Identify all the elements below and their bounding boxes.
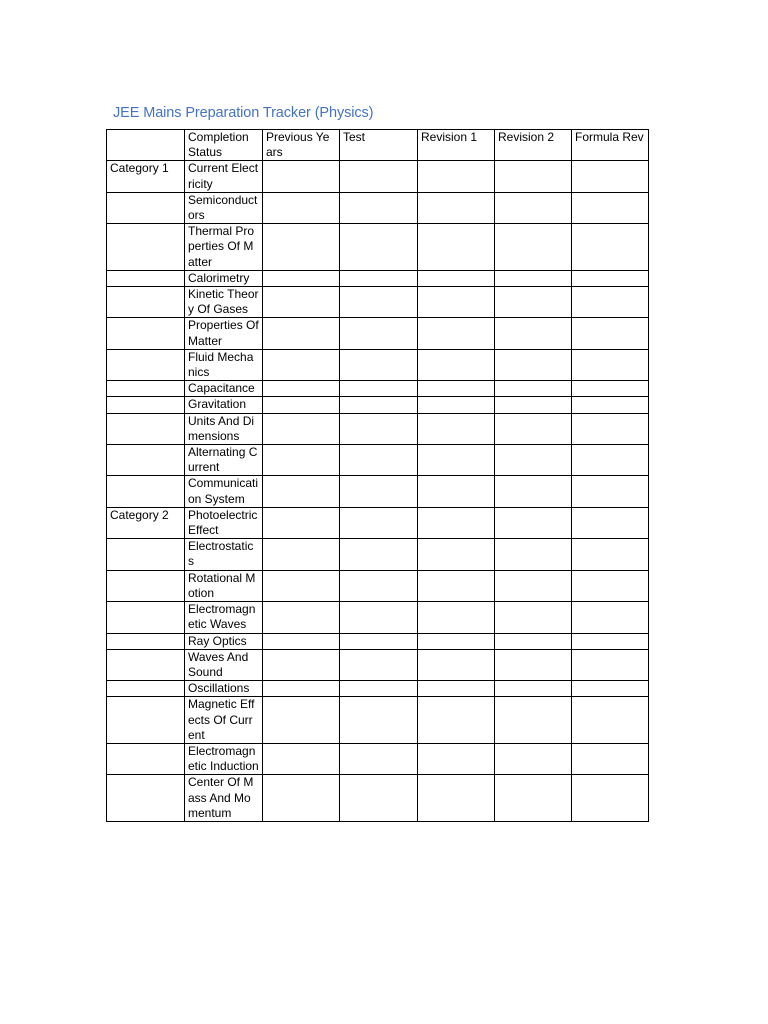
header-cell-formula-rev: Formula Rev	[572, 130, 649, 161]
tracker-cell[interactable]	[263, 697, 340, 744]
tracker-cell[interactable]	[572, 697, 649, 744]
tracker-cell[interactable]	[263, 287, 340, 318]
tracker-cell[interactable]	[418, 413, 495, 444]
category-cell	[107, 318, 185, 349]
tracker-cell[interactable]	[418, 192, 495, 223]
table-row	[107, 161, 649, 192]
tracker-cell[interactable]	[340, 476, 418, 507]
category-cell: Category 2	[107, 507, 185, 538]
tracker-cell[interactable]	[418, 775, 495, 822]
tracker-cell[interactable]	[340, 602, 418, 633]
category-cell	[107, 539, 185, 570]
category-cell	[107, 270, 185, 286]
tracker-cell[interactable]	[495, 697, 572, 744]
tracker-cell[interactable]	[572, 161, 649, 192]
tracker-cell[interactable]	[495, 413, 572, 444]
table-row	[107, 633, 649, 649]
category-cell	[107, 649, 185, 680]
category-cell	[107, 192, 185, 223]
tracker-cell[interactable]	[340, 413, 418, 444]
tracker-cell[interactable]	[572, 602, 649, 633]
topic-cell: Center Of Mass And Momentum	[185, 775, 263, 822]
tracker-cell[interactable]	[340, 539, 418, 570]
tracker-cell[interactable]	[340, 224, 418, 271]
tracker-cell[interactable]	[572, 445, 649, 476]
header-row	[107, 130, 649, 161]
tracker-cell[interactable]	[418, 743, 495, 774]
tracker-cell[interactable]	[418, 507, 495, 538]
topic-cell: Kinetic Theory Of Gases	[185, 287, 263, 318]
tracker-cell[interactable]	[340, 192, 418, 223]
topic-cell: Gravitation	[185, 397, 263, 413]
tracker-cell[interactable]	[418, 476, 495, 507]
topic-cell: Rotational Motion	[185, 570, 263, 601]
topic-cell: Properties Of Matter	[185, 318, 263, 349]
tracker-cell[interactable]	[263, 570, 340, 601]
tracker-cell[interactable]	[263, 270, 340, 286]
category-cell	[107, 224, 185, 271]
topic-cell: Electromagnetic Waves	[185, 602, 263, 633]
tracker-cell[interactable]	[495, 270, 572, 286]
tracker-cell[interactable]	[495, 192, 572, 223]
category-cell	[107, 445, 185, 476]
tracker-cell[interactable]	[572, 570, 649, 601]
table-row	[107, 318, 649, 349]
tracker-cell[interactable]	[418, 649, 495, 680]
category-cell: Category 1	[107, 161, 185, 192]
tracker-cell[interactable]	[495, 476, 572, 507]
table-row	[107, 649, 649, 680]
category-cell	[107, 476, 185, 507]
tracker-cell[interactable]	[572, 476, 649, 507]
tracker-cell[interactable]	[263, 649, 340, 680]
tracker-cell[interactable]	[495, 224, 572, 271]
tracker-cell[interactable]	[572, 192, 649, 223]
category-cell	[107, 397, 185, 413]
table-row	[107, 413, 649, 444]
tracker-cell[interactable]	[572, 743, 649, 774]
category-cell	[107, 570, 185, 601]
category-cell	[107, 381, 185, 397]
tracker-cell[interactable]	[495, 570, 572, 601]
tracker-cell[interactable]	[340, 649, 418, 680]
topic-cell: Photoelectric Effect	[185, 507, 263, 538]
tracker-cell[interactable]	[263, 539, 340, 570]
tracker-cell[interactable]	[340, 161, 418, 192]
tracker-cell[interactable]	[495, 743, 572, 774]
tracker-cell[interactable]	[263, 445, 340, 476]
tracker-cell[interactable]	[340, 445, 418, 476]
tracker-cell[interactable]	[340, 743, 418, 774]
tracker-cell[interactable]	[418, 318, 495, 349]
tracker-cell[interactable]	[340, 381, 418, 397]
tracker-cell[interactable]	[418, 602, 495, 633]
tracker-cell[interactable]	[572, 775, 649, 822]
tracker-cell[interactable]	[572, 633, 649, 649]
tracker-cell[interactable]	[572, 413, 649, 444]
tracker-cell[interactable]	[418, 681, 495, 697]
tracker-cell[interactable]	[572, 681, 649, 697]
tracker-cell[interactable]	[263, 349, 340, 380]
category-cell	[107, 349, 185, 380]
table-row	[107, 397, 649, 413]
topic-cell: Communication System	[185, 476, 263, 507]
topic-cell: Fluid Mechanics	[185, 349, 263, 380]
tracker-cell[interactable]	[495, 349, 572, 380]
table-row	[107, 507, 649, 538]
tracker-cell[interactable]	[340, 570, 418, 601]
tracker-cell[interactable]	[418, 539, 495, 570]
tracker-cell[interactable]	[495, 681, 572, 697]
tracker-cell[interactable]	[495, 445, 572, 476]
category-cell	[107, 681, 185, 697]
table-row	[107, 743, 649, 774]
topic-cell: Semiconductors	[185, 192, 263, 223]
tracker-cell[interactable]	[495, 381, 572, 397]
tracker-cell[interactable]	[418, 161, 495, 192]
tracker-cell[interactable]	[495, 539, 572, 570]
tracker-cell[interactable]	[495, 649, 572, 680]
table-row	[107, 570, 649, 601]
tracker-cell[interactable]	[263, 743, 340, 774]
tracker-cell[interactable]	[572, 649, 649, 680]
header-cell-completion-status: Completion Status	[185, 130, 263, 161]
tracker-cell[interactable]	[340, 287, 418, 318]
tracker-cell[interactable]	[418, 349, 495, 380]
table-row	[107, 192, 649, 223]
table-row	[107, 775, 649, 822]
header-cell-test: Test	[340, 130, 418, 161]
tracker-cell[interactable]	[495, 507, 572, 538]
category-cell	[107, 697, 185, 744]
tracker-cell[interactable]	[418, 287, 495, 318]
tracker-cell[interactable]	[495, 287, 572, 318]
tracker-cell[interactable]	[418, 397, 495, 413]
tracker-cell[interactable]	[340, 318, 418, 349]
category-cell	[107, 633, 185, 649]
topic-cell: Alternating Current	[185, 445, 263, 476]
category-cell	[107, 775, 185, 822]
tracker-cell[interactable]	[340, 775, 418, 822]
tracker-cell[interactable]	[572, 539, 649, 570]
tracker-cell[interactable]	[263, 413, 340, 444]
tracker-table	[106, 129, 649, 822]
tracker-cell[interactable]	[572, 224, 649, 271]
tracker-cell[interactable]	[340, 681, 418, 697]
tracker-cell[interactable]	[418, 570, 495, 601]
tracker-cell[interactable]	[263, 318, 340, 349]
topic-cell: Electromagnetic Induction	[185, 743, 263, 774]
table-row	[107, 381, 649, 397]
table-row	[107, 476, 649, 507]
tracker-cell[interactable]	[418, 270, 495, 286]
tracker-cell[interactable]	[572, 397, 649, 413]
tracker-cell[interactable]	[340, 270, 418, 286]
table-row	[107, 270, 649, 286]
tracker-cell[interactable]	[418, 381, 495, 397]
tracker-cell[interactable]	[263, 681, 340, 697]
tracker-cell[interactable]	[263, 507, 340, 538]
tracker-cell[interactable]	[418, 633, 495, 649]
tracker-cell[interactable]	[340, 633, 418, 649]
tracker-cell[interactable]	[495, 633, 572, 649]
tracker-cell[interactable]	[495, 318, 572, 349]
tracker-cell[interactable]	[263, 381, 340, 397]
tracker-cell[interactable]	[572, 381, 649, 397]
tracker-cell[interactable]	[418, 697, 495, 744]
tracker-cell[interactable]	[495, 397, 572, 413]
tracker-cell[interactable]	[263, 633, 340, 649]
table-row	[107, 287, 649, 318]
header-cell-revision-2: Revision 2	[495, 130, 572, 161]
topic-cell: Thermal Properties Of Matter	[185, 224, 263, 271]
topic-cell: Units And Dimensions	[185, 413, 263, 444]
header-cell-category	[107, 130, 185, 161]
tracker-cell[interactable]	[263, 192, 340, 223]
tracker-cell[interactable]	[495, 775, 572, 822]
tracker-cell[interactable]	[572, 507, 649, 538]
tracker-cell[interactable]	[263, 397, 340, 413]
tracker-cell[interactable]	[263, 602, 340, 633]
tracker-cell[interactable]	[340, 507, 418, 538]
tracker-cell[interactable]	[263, 161, 340, 192]
table-row	[107, 602, 649, 633]
topic-cell: Calorimetry	[185, 270, 263, 286]
header-cell-previous-years: Previous Years	[263, 130, 340, 161]
document-title: JEE Mains Preparation Tracker (Physics)	[113, 105, 374, 121]
table-row	[107, 681, 649, 697]
tracker-cell[interactable]	[263, 476, 340, 507]
table-row	[107, 224, 649, 271]
topic-cell: Capacitance	[185, 381, 263, 397]
topic-cell: Electrostatics	[185, 539, 263, 570]
category-cell	[107, 287, 185, 318]
tracker-cell[interactable]	[418, 445, 495, 476]
tracker-cell[interactable]	[572, 270, 649, 286]
topic-cell: Waves And Sound	[185, 649, 263, 680]
tracker-cell[interactable]	[418, 224, 495, 271]
table-row	[107, 349, 649, 380]
table-row	[107, 539, 649, 570]
tracker-cell[interactable]	[572, 318, 649, 349]
category-cell	[107, 602, 185, 633]
table-row	[107, 697, 649, 744]
category-cell	[107, 743, 185, 774]
tracker-cell[interactable]	[495, 602, 572, 633]
category-cell	[107, 413, 185, 444]
table-row	[107, 445, 649, 476]
tracker-cell[interactable]	[572, 349, 649, 380]
tracker-cell[interactable]	[263, 224, 340, 271]
tracker-cell[interactable]	[340, 349, 418, 380]
topic-cell: Ray Optics	[185, 633, 263, 649]
tracker-cell[interactable]	[495, 161, 572, 192]
tracker-cell[interactable]	[340, 697, 418, 744]
header-cell-revision-1: Revision 1	[418, 130, 495, 161]
topic-cell: Current Electricity	[185, 161, 263, 192]
tracker-cell[interactable]	[572, 287, 649, 318]
tracker-cell[interactable]	[340, 397, 418, 413]
topic-cell: Magnetic Effects Of Current	[185, 697, 263, 744]
topic-cell: Oscillations	[185, 681, 263, 697]
tracker-cell[interactable]	[263, 775, 340, 822]
